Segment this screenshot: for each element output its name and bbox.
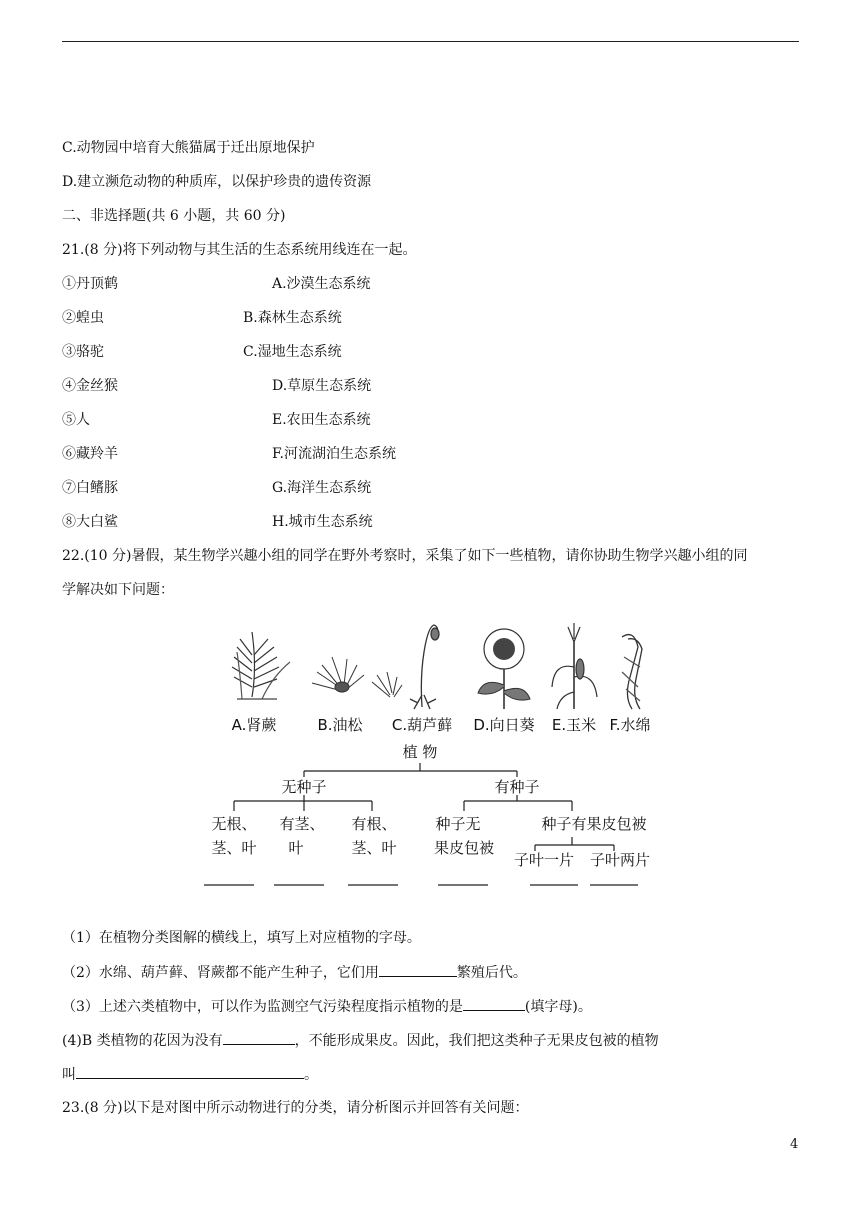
q22-sub4-text-mid: ，不能形成果皮。因此，我们把这类种子无果皮包被的植物 [294, 1033, 659, 1049]
q22-sub2-text-end: 繁殖后代。 [456, 965, 527, 981]
answer-blank[interactable] [223, 1030, 295, 1045]
ecosystem-item: H.城市生态系统 [272, 514, 373, 530]
option-c: C.动物园中培育大熊猫属于迁出原地保护 [62, 140, 315, 156]
animal-item: ⑥藏羚羊 [62, 446, 118, 462]
corn-illustration [552, 623, 597, 709]
tree-node: 茎、叶 [211, 839, 257, 857]
q22-sub4-text: (4)B 类植物的花因为没有 [62, 1033, 223, 1049]
tree-node: 叶 [288, 839, 304, 857]
tree-node: 有根、 [351, 815, 397, 833]
plant-label: E.玉米 [551, 716, 597, 734]
tree-node: 子叶两片 [589, 851, 651, 869]
header-rule [62, 41, 799, 42]
pine-illustration [312, 657, 402, 697]
animal-item: ②蝗虫 [62, 310, 104, 326]
tree-node: 种子有果皮包被 [541, 815, 647, 833]
moss-illustration [410, 625, 439, 709]
q22-sub1: （1）在植物分类图解的横线上，填写上对应植物的字母。 [62, 930, 421, 946]
tree-node: 有茎、 [279, 815, 325, 833]
q22-sub2-text: （2）水绵、葫芦藓、肾蕨都不能产生种子，它们用 [62, 965, 379, 981]
plant-label: F.水绵 [609, 716, 651, 734]
tree-no-seed: 无种子 [281, 778, 327, 796]
plant-classification-figure [182, 617, 678, 908]
q22-sub4 [62, 1030, 659, 1051]
q22-sub4-text-end: 。 [304, 1067, 318, 1083]
tree-has-seed: 有种子 [494, 778, 540, 796]
answer-blank[interactable] [76, 1064, 304, 1079]
animal-item: ①丹顶鹤 [62, 276, 118, 292]
tree-node: 子叶一片 [513, 851, 575, 869]
answer-blank[interactable] [463, 996, 525, 1011]
question-21: 21.(8 分)将下列动物与其生活的生态系统用线连在一起。 [62, 242, 417, 258]
q22-sub3-text: （3）上述六类植物中，可以作为监测空气污染程度指示植物的是 [62, 999, 463, 1015]
animal-item: ④金丝猴 [62, 378, 118, 394]
animal-item: ⑧大白鲨 [62, 514, 118, 530]
ecosystem-item: B.森林生态系统 [243, 310, 342, 326]
ecosystem-item: A.沙漠生态系统 [272, 276, 371, 292]
spirogyra-illustration [622, 635, 642, 709]
plant-label: D.向日葵 [473, 716, 535, 734]
plant-label: C.葫芦藓 [391, 716, 453, 734]
ecosystem-item: G.海洋生态系统 [272, 480, 372, 496]
animal-item: ⑤人 [62, 412, 90, 428]
tree-node: 种子无 [435, 815, 481, 833]
page-number: 4 [790, 1137, 799, 1152]
tree-root: 植 物 [402, 743, 438, 761]
option-d: D.建立濒危动物的种质库，以保护珍贵的遗传资源 [62, 174, 372, 190]
ecosystem-item: F.河流湖泊生态系统 [272, 446, 396, 462]
section-heading: 二、非选择题(共 6 小题，共 60 分) [62, 208, 286, 224]
question-22: 22.(10 分)暑假，某生物学兴趣小组的同学在野外考察时，采集了如下一些植物，请你协助生物学兴趣小组的同 [62, 548, 748, 564]
tree-node: 无根、 [211, 815, 257, 833]
plant-label: A.肾蕨 [231, 716, 277, 734]
animal-item: ⑦白鳍豚 [62, 480, 118, 496]
q22-sub4-line2 [62, 1064, 318, 1085]
tree-node: 果皮包被 [433, 839, 495, 857]
sunflower-illustration [478, 629, 530, 709]
tree-node: 茎、叶 [351, 839, 397, 857]
q22-sub2 [62, 962, 527, 983]
animal-item: ③骆驼 [62, 344, 104, 360]
answer-blank[interactable] [379, 962, 457, 977]
ecosystem-item: E.农田生态系统 [272, 412, 371, 428]
fern-illustration [232, 632, 290, 699]
question-23: 23.(8 分)以下是对图中所示动物进行的分类，请分析图示并回答有关问题： [62, 1100, 529, 1116]
q22-sub3 [62, 996, 592, 1017]
q22-sub4-text-2: 叫 [62, 1067, 76, 1083]
ecosystem-item: C.湿地生态系统 [243, 344, 342, 360]
question-22-cont: 学解决如下问题： [62, 582, 174, 598]
ecosystem-item: D.草原生态系统 [272, 378, 372, 394]
q22-sub3-text-end: (填字母)。 [524, 999, 592, 1015]
plant-label: B.油松 [317, 716, 363, 734]
